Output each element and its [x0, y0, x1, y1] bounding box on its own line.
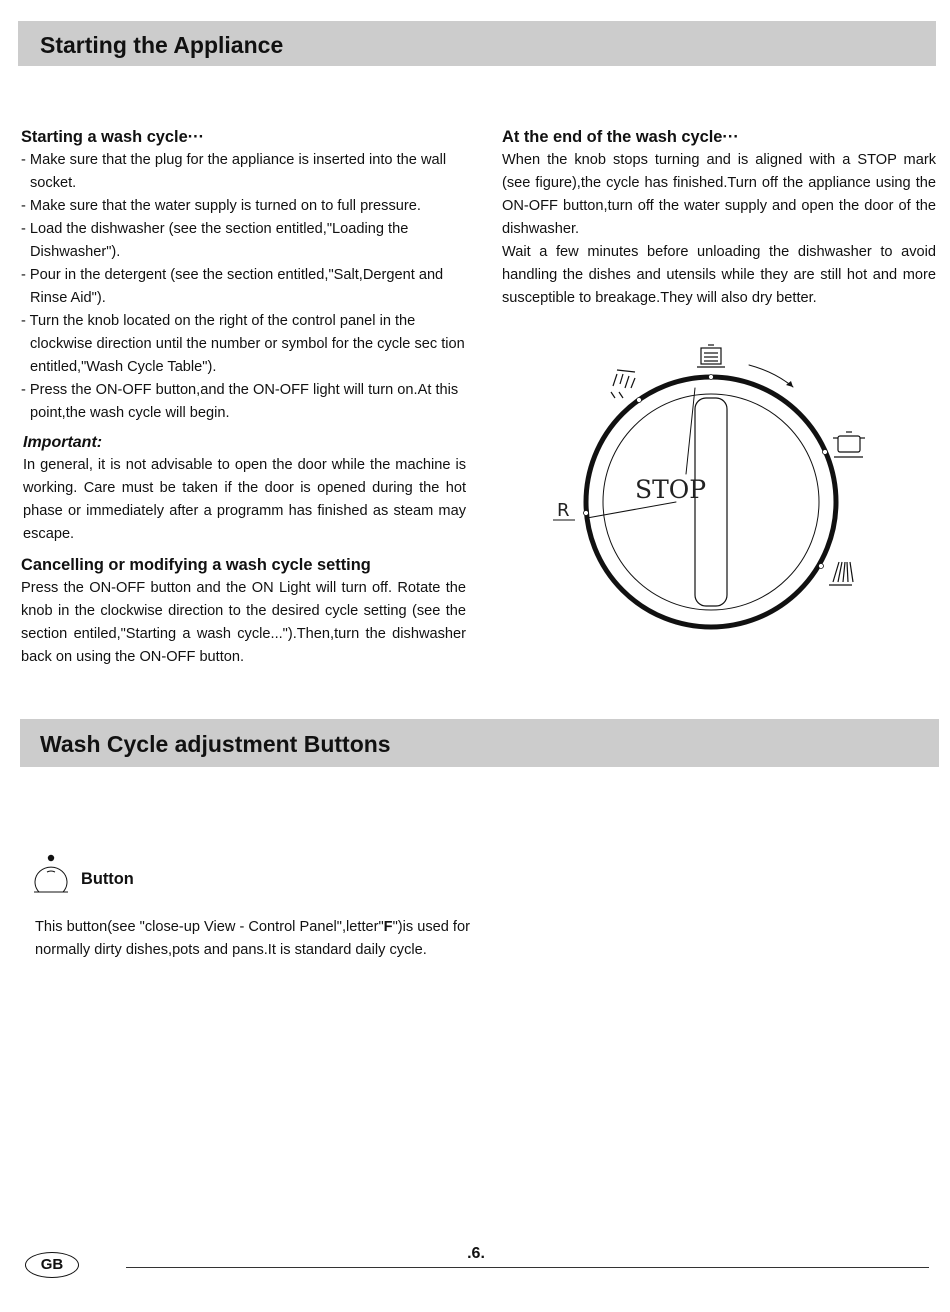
button-desc-text-end: ")is used for normally dirty dishes,pots and pans.It is standard daily cycle.	[35, 919, 470, 958]
button-letter: F	[383, 919, 393, 935]
list-item: - Load the dishwasher (see the section entitled,"Loading the Dishwasher").	[21, 221, 409, 260]
footer-divider	[126, 1267, 929, 1268]
right-column	[502, 126, 936, 310]
list-item: - Pour in the detergent (see the section entitled,"Salt,Dergent and Rinse Aid").	[21, 267, 444, 306]
rinse-spray-icon	[611, 370, 635, 398]
ring-mark	[637, 398, 642, 403]
cancel-heading: Cancelling or modifying a wash cycle setting	[21, 556, 371, 574]
dial-outer-ring	[586, 377, 836, 627]
important-text: In general, it is not advisable to open the door while the machine is working. Care must be taken if the door is opened during the hot phase or immediately after a programm has finished as steam may escape.	[23, 457, 466, 542]
knob-dial-diagram	[545, 340, 875, 640]
ring-mark	[823, 450, 828, 455]
unloading-advice-text: Wait a few minutes before unloading the dishwasher to avoid handling the dishes and utensils while they are still hot and more susceptible to breakage.They will also dry better.	[502, 244, 936, 306]
list-item: - Press the ON-OFF button,and the ON-OFF light will turn on.At this point,the wash cycle will begin.	[21, 382, 459, 421]
list-item: - Make sure that the plug for the appliance is inserted into the wall socket.	[21, 152, 447, 191]
button-description	[35, 916, 495, 962]
ring-mark	[709, 375, 714, 380]
section-title-starting: Starting the Appliance	[40, 32, 284, 58]
button-desc-text: This button(see "close-up View - Control Panel",letter"	[35, 919, 384, 935]
ring-mark	[584, 511, 589, 516]
section-banner-starting	[18, 21, 936, 66]
glasses-icon	[829, 562, 853, 585]
page-number: .6.	[467, 1245, 485, 1262]
pot-with-lid-icon	[697, 345, 725, 367]
button-label: Button	[81, 870, 134, 888]
stop-pointer-line	[587, 502, 676, 518]
r-label: R	[557, 500, 570, 521]
section-banner-adjustment	[20, 719, 939, 767]
indicator-line	[686, 388, 695, 474]
end-of-cycle-heading: At the end of the wash cycle···	[502, 128, 739, 146]
left-column	[21, 126, 466, 669]
language-badge: GB	[25, 1252, 79, 1278]
important-heading: Important:	[23, 434, 103, 451]
ring-mark	[819, 564, 824, 569]
list-item: - Turn the knob located on the right of the control panel in the clockwise direction until the number or symbol for the cycle sec tion entitled,"Wash Cycle Table").	[21, 313, 465, 375]
stop-label: STOP	[635, 475, 707, 504]
starting-steps-list	[21, 149, 466, 425]
starting-wash-cycle-heading: Starting a wash cycle···	[21, 128, 205, 146]
end-of-cycle-text: When the knob stops turning and is aligned with a STOP mark (see figure),the cycle has finished.Turn off the appliance using the ON-OFF button,turn off the water supply and open the door of the dishwasher.	[502, 152, 936, 237]
cancel-text: Press the ON-OFF button and the ON Light will turn off. Rotate the knob in the clockwise direction to the desired cycle setting (see the section entiled,"Starting a wash cycle...").Then,turn the dishwasher back on using the ON-OFF button.	[21, 580, 466, 665]
pot-icon	[833, 432, 865, 457]
normal-cycle-button-icon	[31, 852, 71, 896]
knob-dial-figure	[545, 340, 875, 640]
section-title-adjustment: Wash Cycle adjustment Buttons	[40, 731, 391, 757]
list-item: - Make sure that the water supply is turned on to full pressure.	[21, 198, 421, 214]
